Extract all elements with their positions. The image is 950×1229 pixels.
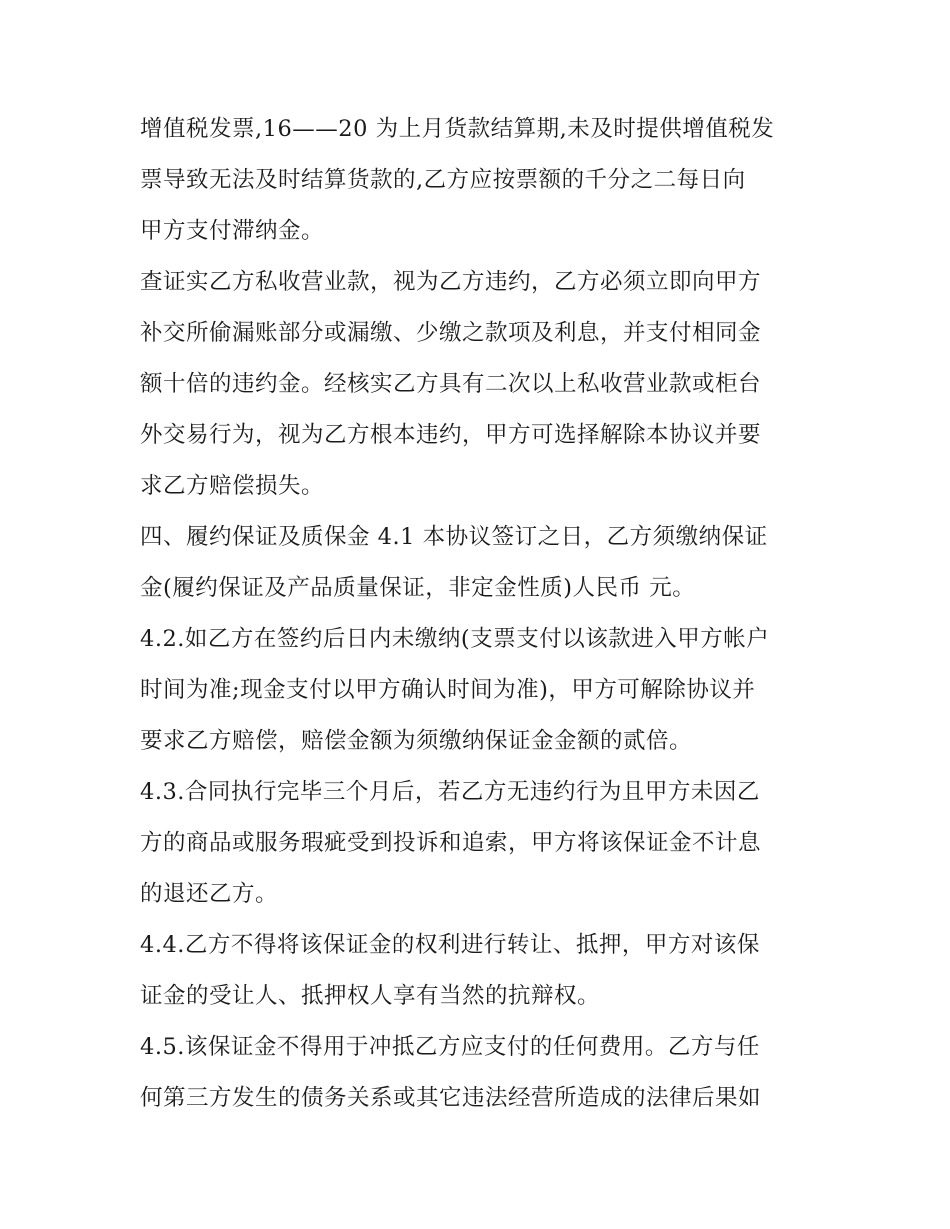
paragraph-invoice-penalty <box>140 104 820 257</box>
paragraph-section-4-5 <box>140 1022 820 1124</box>
text-line: 4.5.该保证金不得用于冲抵乙方应支付的任何费用。乙方与任 <box>140 1034 760 1060</box>
text-line: 要求乙方赔偿，赔偿金额为须缴纳保证金金额的贰倍。 <box>140 728 693 754</box>
paragraph-section-4-4 <box>140 920 820 1022</box>
paragraph-section-4-1 <box>140 512 820 614</box>
text-line: 查证实乙方私收营业款，视为乙方违约，乙方必须立即向甲方 <box>140 269 762 295</box>
text-line: 方的商品或服务瑕疵受到投诉和追索，甲方将该保证金不计息 <box>140 830 762 856</box>
text-line: 额十倍的违约金。经核实乙方具有二次以上私收营业款或柜台 <box>140 371 762 397</box>
text-line: 四、履约保证及质保金 4.1 本协议签订之日，乙方须缴纳保证 <box>140 524 768 550</box>
document-body <box>140 104 820 1124</box>
paragraph-section-4-2 <box>140 614 820 767</box>
text-line: 求乙方赔偿损失。 <box>140 473 325 499</box>
text-line: 的退还乙方。 <box>140 881 279 907</box>
text-line: 外交易行为，视为乙方根本违约，甲方可选择解除本协议并要 <box>140 422 762 448</box>
text-line: 时间为准;现金支付以甲方确认时间为准)，甲方可解除协议并 <box>140 677 756 703</box>
paragraph-private-collection <box>140 257 820 512</box>
text-line: 甲方支付滞纳金。 <box>140 218 325 244</box>
text-line: 金(履约保证及产品质量保证，非定金性质)人民币 元。 <box>140 575 696 601</box>
text-line: 4.2.如乙方在签约后日内未缴纳(支票支付以该款进入甲方帐户 <box>140 626 770 652</box>
paragraph-section-4-3 <box>140 767 820 920</box>
text-line: 何第三方发生的债务关系或其它违法经营所造成的法律后果如 <box>140 1085 762 1111</box>
text-line: 证金的受让人、抵押权人享有当然的抗辩权。 <box>140 983 601 1009</box>
text-line: 4.4.乙方不得将该保证金的权利进行转让、抵押，甲方对该保 <box>140 932 760 958</box>
text-line: 增值税发票,16——20 为上月货款结算期,未及时提供增值税发 <box>140 116 775 142</box>
text-line: 补交所偷漏账部分或漏缴、少缴之款项及利息，并支付相同金 <box>140 320 762 346</box>
text-line: 4.3.合同执行完毕三个月后，若乙方无违约行为且甲方未因乙 <box>140 779 760 805</box>
text-line: 票导致无法及时结算货款的,乙方应按票额的千分之二每日向 <box>140 167 746 193</box>
